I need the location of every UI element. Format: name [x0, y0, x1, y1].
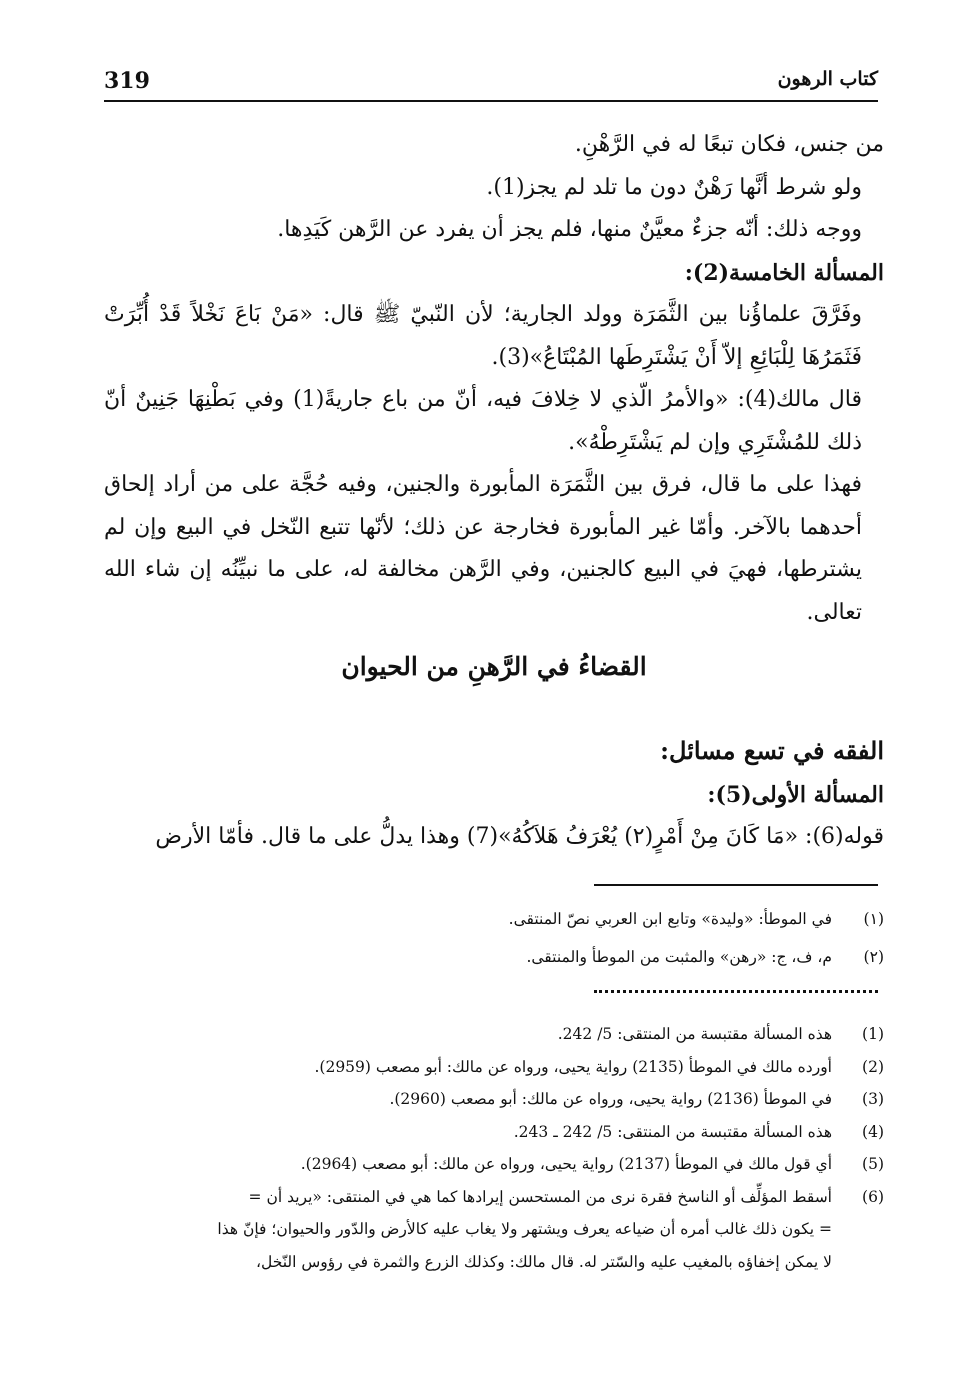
main-text — [104, 124, 884, 634]
paragraph: فهذا على ما قال، فرق بين الثَّمَرَة المأبورة والجنين، وفيه حُجَّة على من أراد إلحاق أحدهما بالآخر. وأمّا غير المأبورة فخارجة عن ذلك؛ لأنّها تتبع النّخل في البيع وإن لم يشترطها، فهيَ في البيع كالجنين، وفي الرَّهن مخالفة له، على ما نبيِّنُه إن شاء الله تعالى. — [104, 472, 862, 625]
footnote — [104, 1148, 884, 1181]
footnote — [104, 1051, 884, 1084]
paragraph: قال مالك(4): «والأمرُ الّذي لا خِلافَ فيه، أنّ من باع جاريةً(1) وفي بَطْنِهَا جَنِينٌ أنّ ذلك للمُشْتَرِي وإن لم يَشْتَرِطْهُ». — [104, 387, 863, 455]
issue-heading: المسألة الخامسة(2): — [684, 259, 884, 286]
footnote-text: هذه المسألة مقتبسة من المنتقى: 5/ 242. — [557, 1025, 832, 1043]
footnote — [104, 900, 884, 938]
footnote — [104, 938, 884, 976]
footnote-text: في الموطأ (2136) رواية يحيى، ورواه عن مالك: أبو مصعب (2960). — [389, 1090, 832, 1108]
dotted-divider — [594, 990, 878, 993]
running-title: كتاب الرهون — [777, 68, 878, 90]
footnote-number: (2) — [862, 1057, 884, 1076]
footnote-text: أورده مالك في الموطأ (2135) رواية يحيى، ورواه عن مالك: أبو مصعب (2959). — [314, 1057, 832, 1076]
paragraph: قوله(6): «مَا كَانَ مِنْ أَمْرٍ(٢) يُعْرَفُ هَلاَكُهُ»(7) وهذا يدلُّ على ما قال. فأمّا الأرض — [155, 824, 884, 849]
paragraph: ووجه ذلك: أنّه جزءٌ معيَّنٌ منها، فلم يجز أن يفرد عن الرَّهن كَيَدِها. — [277, 217, 862, 242]
footnote-number: (5) — [862, 1155, 884, 1173]
footnote — [104, 1018, 884, 1051]
fiqh-heading: الفقه في تسع مسائل: — [660, 736, 884, 765]
editor-footnotes — [104, 900, 884, 976]
footnote-divider — [594, 884, 878, 886]
footnote — [104, 1116, 884, 1149]
footnote-text: أي قول مالك في الموطأ (2137) رواية يحيى، ورواه عن مالك: أبو مصعب (2964). — [300, 1155, 832, 1173]
footnote-text: في الموطأ: «وليدة» وتابع ابن العربي نصّ المنتقى. — [508, 910, 832, 928]
footnote-number: (6) — [862, 1187, 884, 1206]
footnote — [104, 1083, 884, 1116]
footnote-continuation: = يكون ذلك غالب أمره أن ضياعه يعرف ويشتهر ولا يغاب عليه كالأرض والدّور والحيوان؛ فإنّ هذا — [217, 1220, 832, 1238]
footnote-number: (1) — [862, 1025, 884, 1043]
footnote-number: (3) — [862, 1090, 884, 1108]
paragraph: من جنس، فكان تبعًا له في الرَّهْنِ. — [574, 132, 884, 157]
footnote-text: م، ف، ج: «رهن» والمثبت من الموطأ والمنتقى. — [526, 948, 832, 966]
issue-heading: المسألة الأولى(5): — [707, 782, 884, 808]
footnote-continuation: لا يمكن إخفاؤه بالمغيب عليه والسّتر له. قال مالك: وكذلك الزرع والثمرة في رؤوس النّخل، — [255, 1252, 832, 1271]
section-title: القضاءُ في الرَّهنِ من الحيوان — [341, 652, 647, 681]
page-number: 319 — [104, 68, 150, 94]
paragraph: وفَرَّقَ علماؤُنا بين الثَّمَرَة وولد الجارية؛ لأن النّبيّ ﷺ قال: «مَنْ بَاعَ نَخْلاً قَدْ أُبِّرَتْ فَثَمَرُهَا لِلْبَائِعِ إلاّ أَنْ يَشْتَرِطَها المُبْتَاعُ»(3). — [104, 302, 862, 370]
running-header — [104, 62, 878, 102]
footnote — [104, 1181, 884, 1214]
footnote-text: أسقط المؤلِّف أو الناسخ فقرة نرى من المستحسن إيرادها كما هي في المنتقى: «يريد أن = — [248, 1187, 832, 1206]
footnote-number: (٢) — [863, 948, 884, 966]
section-body — [104, 728, 884, 858]
footnote-text: هذه المسألة مقتبسة من المنتقى: 5/ 242 ـ 243. — [513, 1122, 832, 1141]
source-footnotes — [104, 1018, 884, 1278]
paragraph: ولو شرط أنَّها رَهْنٌ دون ما تلد لم يجز(1). — [486, 174, 862, 200]
footnote-number: (١) — [863, 910, 884, 928]
footnote-number: (4) — [862, 1122, 884, 1141]
